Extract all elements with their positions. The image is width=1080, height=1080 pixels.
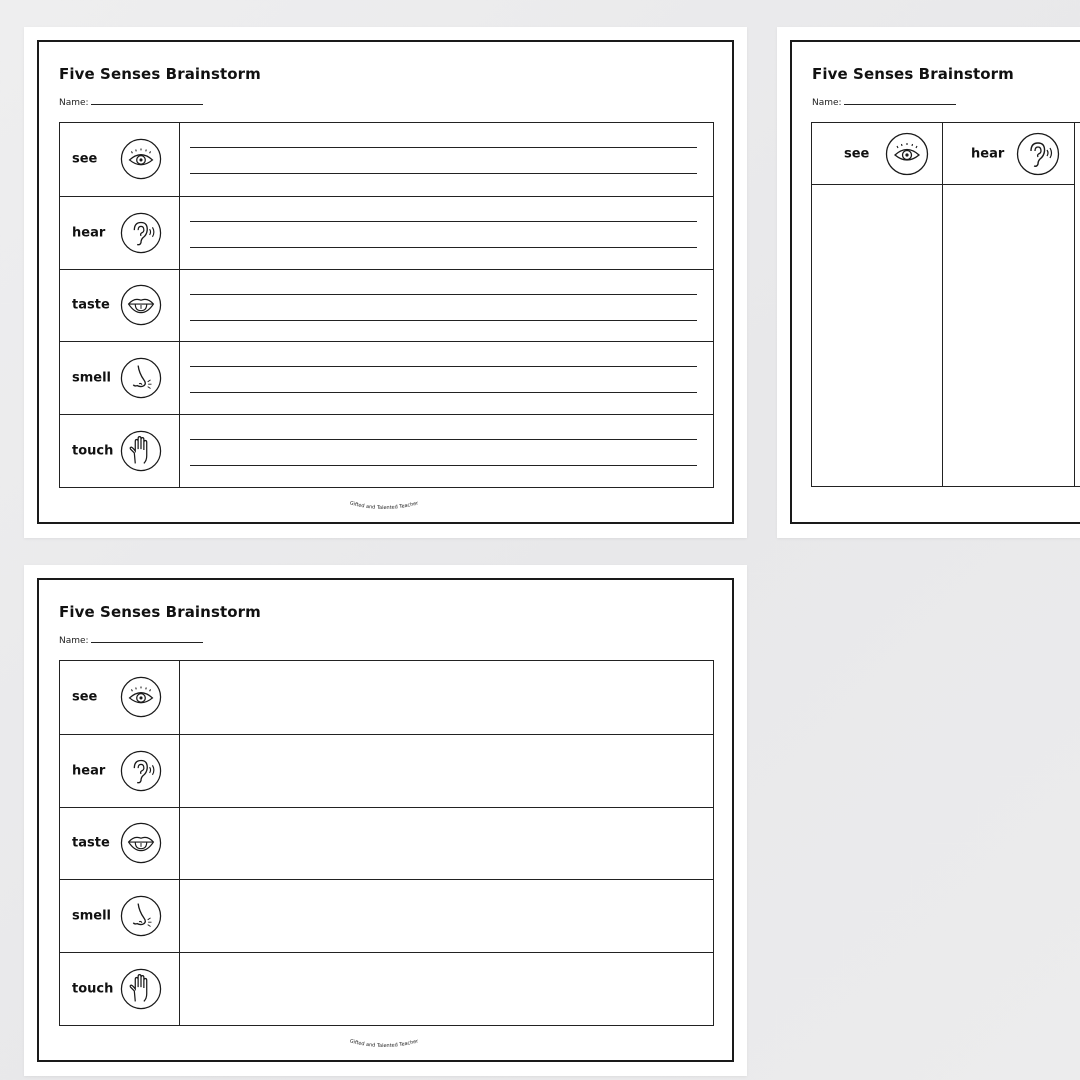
writing-area[interactable] bbox=[180, 342, 713, 414]
sense-row-touch bbox=[60, 414, 713, 487]
sense-row-taste bbox=[60, 807, 713, 880]
mouth-icon bbox=[120, 284, 162, 326]
brand-logo-graphic bbox=[334, 1033, 434, 1053]
writing-line[interactable] bbox=[190, 147, 697, 148]
sense-label-cell bbox=[60, 880, 180, 952]
writing-line[interactable] bbox=[190, 392, 697, 393]
sense-label: see bbox=[844, 146, 870, 161]
name-field[interactable] bbox=[59, 96, 203, 108]
writing-line[interactable] bbox=[190, 465, 697, 466]
brand-logo bbox=[334, 495, 434, 515]
hand-icon bbox=[120, 968, 162, 1010]
writing-area[interactable] bbox=[180, 197, 713, 269]
writing-line[interactable] bbox=[190, 173, 697, 174]
sense-row-see bbox=[60, 661, 713, 734]
svg-text:Gifted and Talented Teacher: Gifted and Talented Teacher bbox=[348, 1038, 420, 1050]
worksheet-title: Five Senses Brainstorm bbox=[59, 65, 261, 83]
worksheet-rows-with-lines bbox=[24, 27, 747, 538]
ear-icon bbox=[1016, 132, 1060, 176]
name-field[interactable] bbox=[812, 96, 956, 108]
sense-label: see bbox=[72, 151, 98, 167]
ear-icon bbox=[120, 750, 162, 792]
name-underline[interactable] bbox=[91, 96, 203, 105]
brand-logo bbox=[334, 1033, 434, 1053]
senses-table bbox=[59, 122, 714, 488]
sense-label: see bbox=[72, 689, 98, 705]
sense-label: hear bbox=[72, 225, 106, 241]
worksheet-rows-blank bbox=[24, 565, 747, 1076]
nose-icon bbox=[120, 357, 162, 399]
senses-columns-table bbox=[811, 122, 1080, 487]
writing-line[interactable] bbox=[190, 439, 697, 440]
worksheet-title: Five Senses Brainstorm bbox=[812, 65, 1014, 83]
sense-label: touch bbox=[72, 981, 114, 997]
sense-row-smell bbox=[60, 341, 713, 414]
writing-line[interactable] bbox=[190, 294, 697, 295]
worksheet-title: Five Senses Brainstorm bbox=[59, 603, 261, 621]
column-hear bbox=[943, 123, 1075, 486]
name-label: Name: bbox=[812, 98, 842, 108]
writing-area[interactable] bbox=[180, 270, 713, 342]
sense-label: taste bbox=[72, 297, 110, 313]
writing-area[interactable] bbox=[180, 808, 713, 880]
writing-area[interactable] bbox=[180, 735, 713, 807]
sense-row-taste bbox=[60, 269, 713, 342]
hand-icon bbox=[120, 430, 162, 472]
name-label: Name: bbox=[59, 98, 89, 108]
sense-label-cell bbox=[60, 661, 180, 734]
sense-label-cell bbox=[60, 197, 180, 269]
svg-text:Gifted and Talented Teacher: Gifted and Talented Teacher bbox=[348, 500, 420, 512]
sense-label: touch bbox=[72, 443, 114, 459]
writing-area[interactable] bbox=[180, 123, 713, 196]
sense-label: hear bbox=[72, 763, 106, 779]
nose-icon bbox=[120, 895, 162, 937]
writing-area[interactable] bbox=[180, 415, 713, 487]
sense-label: smell bbox=[72, 908, 112, 924]
name-label: Name: bbox=[59, 636, 89, 646]
sense-label: taste bbox=[72, 835, 110, 851]
eye-icon bbox=[120, 138, 162, 180]
ear-icon bbox=[120, 212, 162, 254]
sense-label-cell bbox=[60, 735, 180, 807]
writing-line[interactable] bbox=[190, 221, 697, 222]
sense-label-cell bbox=[60, 123, 180, 196]
mouth-icon bbox=[120, 822, 162, 864]
column-see bbox=[812, 123, 943, 486]
brand-logo-graphic bbox=[334, 495, 434, 515]
worksheet-columns bbox=[777, 27, 1080, 538]
sense-row-hear bbox=[60, 734, 713, 807]
column-header bbox=[812, 123, 942, 185]
name-field[interactable] bbox=[59, 634, 203, 646]
sense-label-cell bbox=[60, 808, 180, 880]
writing-area[interactable] bbox=[180, 953, 713, 1025]
sense-label-cell bbox=[60, 415, 180, 487]
column-header bbox=[943, 123, 1074, 185]
writing-area[interactable] bbox=[180, 880, 713, 952]
writing-line[interactable] bbox=[190, 247, 697, 248]
writing-line[interactable] bbox=[190, 366, 697, 367]
name-underline[interactable] bbox=[91, 634, 203, 643]
sense-label: hear bbox=[971, 146, 1005, 161]
sense-row-see bbox=[60, 123, 713, 196]
sense-label-cell bbox=[60, 270, 180, 342]
sense-row-smell bbox=[60, 879, 713, 952]
writing-line[interactable] bbox=[190, 320, 697, 321]
eye-icon bbox=[885, 132, 929, 176]
sense-row-touch bbox=[60, 952, 713, 1025]
name-underline[interactable] bbox=[844, 96, 956, 105]
sense-label: smell bbox=[72, 370, 112, 386]
sense-label-cell bbox=[60, 342, 180, 414]
senses-table bbox=[59, 660, 714, 1026]
eye-icon bbox=[120, 676, 162, 718]
sense-label-cell bbox=[60, 953, 180, 1025]
sense-row-hear bbox=[60, 196, 713, 269]
writing-area[interactable] bbox=[180, 661, 713, 734]
